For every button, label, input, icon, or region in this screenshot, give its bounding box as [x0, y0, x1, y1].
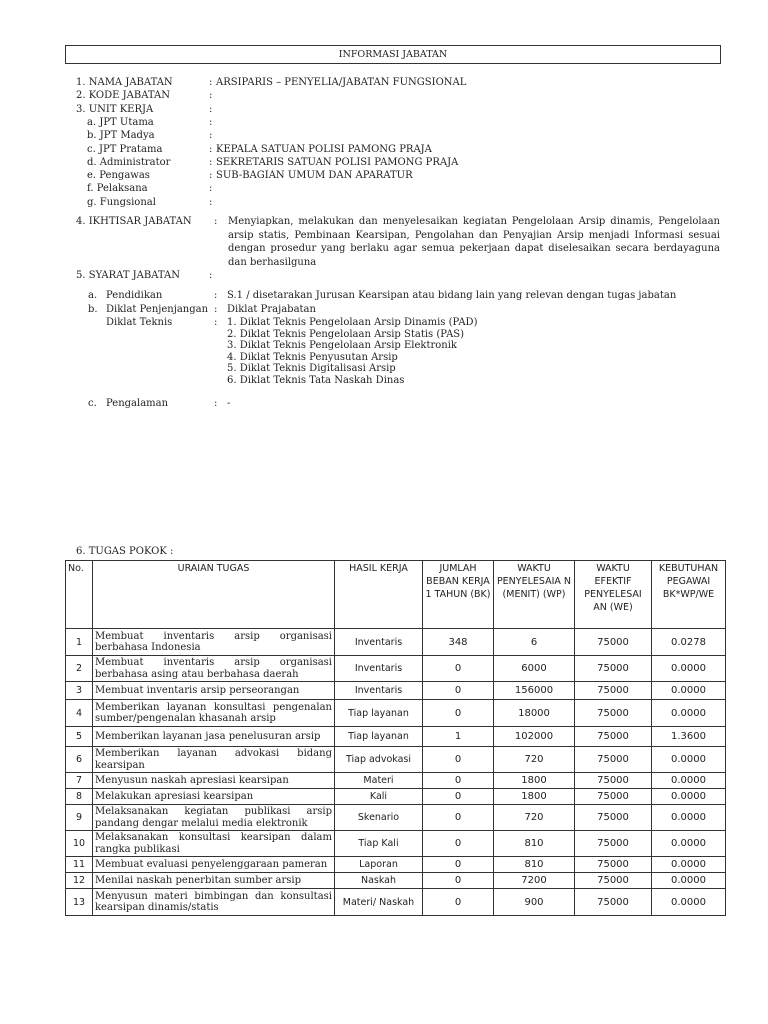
cell-wp: 900 — [494, 889, 575, 916]
table-row — [66, 789, 726, 805]
pengalaman-value: - — [227, 398, 231, 409]
cell-kebutuhan: 0.0000 — [652, 857, 726, 873]
table-row — [66, 727, 726, 747]
cell-bk: 0 — [423, 747, 494, 773]
cell-wp: 1800 — [494, 789, 575, 805]
cell-uraian: Membuat inventaris arsip organisasi berbahasa asing atau berbahasa daerah — [93, 656, 335, 682]
cell-we: 75000 — [575, 747, 652, 773]
cell-kebutuhan: 0.0000 — [652, 682, 726, 700]
cell-no: 12 — [66, 873, 93, 889]
field-label-jpt-utama: a. JPT Utama — [87, 117, 154, 128]
cell-bk: 0 — [423, 873, 494, 889]
cell-wp: 810 — [494, 857, 575, 873]
cell-uraian: Melaksanakan konsultasi kearsipan dalam rangka publikasi — [93, 831, 335, 857]
field-label-fungsional: g. Fungsional — [87, 197, 156, 208]
cell-we: 75000 — [575, 773, 652, 789]
field-label-kode-jabatan: 2. KODE JABATAN — [76, 90, 170, 101]
diklat-teknis-item: 4. Diklat Teknis Penyusutan Arsip — [227, 352, 398, 363]
table-row — [66, 700, 726, 727]
cell-uraian: Membuat evaluasi penyelenggaraan pameran — [93, 857, 335, 873]
cell-no: 9 — [66, 805, 93, 831]
field-sep: : — [209, 104, 213, 115]
pendidikan-marker: a. — [88, 290, 98, 301]
cell-hasil: Tiap layanan — [335, 727, 423, 747]
cell-bk: 348 — [423, 629, 494, 656]
table-header-row — [66, 561, 726, 629]
syarat-label: 5. SYARAT JABATAN — [76, 270, 181, 281]
field-sep: : — [209, 197, 213, 208]
cell-we: 75000 — [575, 700, 652, 727]
field-sep: : — [209, 77, 213, 88]
table-row — [66, 629, 726, 656]
cell-hasil: Kali — [335, 789, 423, 805]
cell-bk: 0 — [423, 831, 494, 857]
diklat-marker: b. — [88, 304, 98, 315]
cell-wp: 7200 — [494, 873, 575, 889]
field-label-pelaksana: f. Pelaksana — [87, 183, 148, 194]
field-sep: : — [209, 117, 213, 128]
table-row — [66, 773, 726, 789]
cell-hasil: Skenario — [335, 805, 423, 831]
pendidikan-value: S.1 / disetarakan Jurusan Kearsipan atau bidang lain yang relevan dengan tugas jabatan — [227, 290, 677, 301]
cell-kebutuhan: 1.3600 — [652, 727, 726, 747]
tugas-label: 6. TUGAS POKOK : — [76, 546, 174, 557]
cell-hasil: Tiap advokasi — [335, 747, 423, 773]
cell-no: 10 — [66, 831, 93, 857]
field-sep: : — [209, 183, 213, 194]
cell-kebutuhan: 0.0000 — [652, 831, 726, 857]
cell-uraian: Membuat inventaris arsip perseorangan — [93, 682, 335, 700]
field-label-jpt-madya: b. JPT Madya — [87, 130, 155, 141]
ikhtisar-label: 4. IKHTISAR JABATAN — [76, 216, 192, 227]
cell-hasil: Materi/ Naskah — [335, 889, 423, 916]
diklat-teknis-item: 1. Diklat Teknis Pengelolaan Arsip Dinamis (PAD) — [227, 317, 478, 328]
col-header-no: No. — [66, 561, 93, 629]
cell-we: 75000 — [575, 889, 652, 916]
pengalaman-marker: c. — [88, 398, 97, 409]
cell-wp: 1800 — [494, 773, 575, 789]
cell-kebutuhan: 0.0000 — [652, 700, 726, 727]
cell-hasil: Tiap layanan — [335, 700, 423, 727]
ikhtisar-sep: : — [214, 216, 218, 227]
cell-wp: 18000 — [494, 700, 575, 727]
cell-uraian: Melakukan apresiasi kearsipan — [93, 789, 335, 805]
diklat-penjenjangan-value: Diklat Prajabatan — [227, 304, 316, 315]
cell-we: 75000 — [575, 873, 652, 889]
cell-bk: 0 — [423, 682, 494, 700]
cell-uraian: Memberikan layanan jasa penelusuran arsip — [93, 727, 335, 747]
table-row — [66, 656, 726, 682]
cell-no: 13 — [66, 889, 93, 916]
syarat-sep: : — [209, 270, 213, 281]
cell-no: 2 — [66, 656, 93, 682]
cell-uraian: Menyusun naskah apresiasi kearsipan — [93, 773, 335, 789]
cell-hasil: Tiap Kali — [335, 831, 423, 857]
cell-bk: 0 — [423, 700, 494, 727]
table-row — [66, 889, 726, 916]
cell-bk: 0 — [423, 889, 494, 916]
cell-bk: 0 — [423, 857, 494, 873]
cell-hasil: Naskah — [335, 873, 423, 889]
cell-hasil: Materi — [335, 773, 423, 789]
table-row — [66, 831, 726, 857]
cell-bk: 1 — [423, 727, 494, 747]
cell-no: 7 — [66, 773, 93, 789]
table-row — [66, 873, 726, 889]
pendidikan-label: Pendidikan — [106, 290, 163, 301]
cell-no: 5 — [66, 727, 93, 747]
field-label-unit-kerja: 3. UNIT KERJA — [76, 104, 154, 115]
cell-we: 75000 — [575, 629, 652, 656]
field-value-jpt-pratama: KEPALA SATUAN POLISI PAMONG PRAJA — [216, 144, 432, 155]
field-sep: : — [209, 90, 213, 101]
field-sep: : — [209, 144, 213, 155]
cell-uraian: Menilai naskah penerbitan sumber arsip — [93, 873, 335, 889]
cell-hasil: Inventaris — [335, 656, 423, 682]
cell-no: 8 — [66, 789, 93, 805]
table-row — [66, 805, 726, 831]
field-value-administrator: SEKRETARIS SATUAN POLISI PAMONG PRAJA — [216, 157, 459, 168]
cell-kebutuhan: 0.0000 — [652, 873, 726, 889]
field-label-administrator: d. Administrator — [87, 157, 171, 168]
cell-wp: 720 — [494, 805, 575, 831]
cell-wp: 720 — [494, 747, 575, 773]
cell-we: 75000 — [575, 789, 652, 805]
pengalaman-label: Pengalaman — [106, 398, 169, 409]
cell-kebutuhan: 0.0000 — [652, 789, 726, 805]
table-row — [66, 857, 726, 873]
cell-kebutuhan: 0.0000 — [652, 889, 726, 916]
cell-we: 75000 — [575, 682, 652, 700]
field-label-jpt-pratama: c. JPT Pratama — [87, 144, 163, 155]
document-title: INFORMASI JABATAN — [65, 45, 721, 64]
field-label-nama-jabatan: 1. NAMA JABATAN — [76, 77, 173, 88]
field-sep: : — [209, 130, 213, 141]
field-value-nama-jabatan: ARSIPARIS – PENYELIA/JABATAN FUNGSIONAL — [216, 77, 467, 88]
cell-no: 11 — [66, 857, 93, 873]
cell-kebutuhan: 0.0000 — [652, 773, 726, 789]
ikhtisar-text: Menyiapkan, melakukan dan menyelesaikan kegiatan Pengelolaan Arsip dinamis, Pengelolaan arsip statis, Pembinaan Kearsipan, Pengolahan dan Penyajian Arsip menjadi Informasi sesuai dengan prosedur yang berlaku agar semua pekerjaan dapat diselesaikan secara berdayaguna dan berhasilguna — [228, 216, 720, 268]
cell-we: 75000 — [575, 857, 652, 873]
cell-kebutuhan: 0.0000 — [652, 656, 726, 682]
cell-we: 75000 — [575, 831, 652, 857]
col-header-efektif: WAKTU EFEKTIF PENYELESAI AN (WE) — [575, 561, 652, 629]
table-row — [66, 682, 726, 700]
cell-hasil: Inventaris — [335, 682, 423, 700]
col-header-kebutuhan: KEBUTUHAN PEGAWAI BK*WP/WE — [652, 561, 726, 629]
cell-we: 75000 — [575, 727, 652, 747]
table-row — [66, 747, 726, 773]
cell-uraian: Memberikan layanan konsultasi pengenalan sumber/pengenalan khasanah arsip — [93, 700, 335, 727]
cell-bk: 0 — [423, 773, 494, 789]
cell-wp: 810 — [494, 831, 575, 857]
cell-wp: 6 — [494, 629, 575, 656]
cell-wp: 156000 — [494, 682, 575, 700]
cell-kebutuhan: 0.0000 — [652, 805, 726, 831]
cell-hasil: Inventaris — [335, 629, 423, 656]
cell-wp: 6000 — [494, 656, 575, 682]
col-header-waktu: WAKTU PENYELESAIA N (MENIT) (WP) — [494, 561, 575, 629]
cell-no: 4 — [66, 700, 93, 727]
cell-kebutuhan: 0.0278 — [652, 629, 726, 656]
diklat-penjenjangan-label: Diklat Penjenjangan — [106, 304, 209, 315]
cell-uraian: Membuat inventaris arsip organisasi berbahasa Indonesia — [93, 629, 335, 656]
tugas-table — [65, 560, 726, 916]
cell-uraian: Memberikan layanan advokasi bidang kearsipan — [93, 747, 335, 773]
diklat-teknis-item: 2. Diklat Teknis Pengelolaan Arsip Statis (PAS) — [227, 329, 465, 340]
cell-bk: 0 — [423, 789, 494, 805]
field-sep: : — [209, 170, 213, 181]
diklat-penjenjangan-sep: : — [214, 304, 218, 315]
field-label-pengawas: e. Pengawas — [87, 170, 150, 181]
cell-we: 75000 — [575, 805, 652, 831]
cell-bk: 0 — [423, 656, 494, 682]
diklat-teknis-item: 3. Diklat Teknis Pengelolaan Arsip Elektronik — [227, 340, 457, 351]
cell-kebutuhan: 0.0000 — [652, 747, 726, 773]
col-header-hasil: HASIL KERJA — [335, 561, 423, 629]
cell-wp: 102000 — [494, 727, 575, 747]
cell-no: 3 — [66, 682, 93, 700]
diklat-teknis-sep: : — [214, 317, 218, 328]
diklat-teknis-label: Diklat Teknis — [106, 317, 173, 328]
diklat-teknis-item: 6. Diklat Teknis Tata Naskah Dinas — [227, 375, 405, 386]
col-header-uraian: URAIAN TUGAS — [93, 561, 335, 629]
cell-we: 75000 — [575, 656, 652, 682]
pengalaman-sep: : — [214, 398, 218, 409]
cell-bk: 0 — [423, 805, 494, 831]
cell-hasil: Laporan — [335, 857, 423, 873]
diklat-teknis-item: 5. Diklat Teknis Digitalisasi Arsip — [227, 363, 396, 374]
cell-no: 6 — [66, 747, 93, 773]
cell-no: 1 — [66, 629, 93, 656]
field-sep: : — [209, 157, 213, 168]
cell-uraian: Menyusun materi bimbingan dan konsultasi kearsipan dinamis/statis — [93, 889, 335, 916]
cell-uraian: Melaksanakan kegiatan publikasi arsip pandang dengar melalui media elektronik — [93, 805, 335, 831]
col-header-jumlah: JUMLAH BEBAN KERJA 1 TAHUN (BK) — [423, 561, 494, 629]
field-value-pengawas: SUB-BAGIAN UMUM DAN APARATUR — [216, 170, 413, 181]
pendidikan-sep: : — [214, 290, 218, 301]
